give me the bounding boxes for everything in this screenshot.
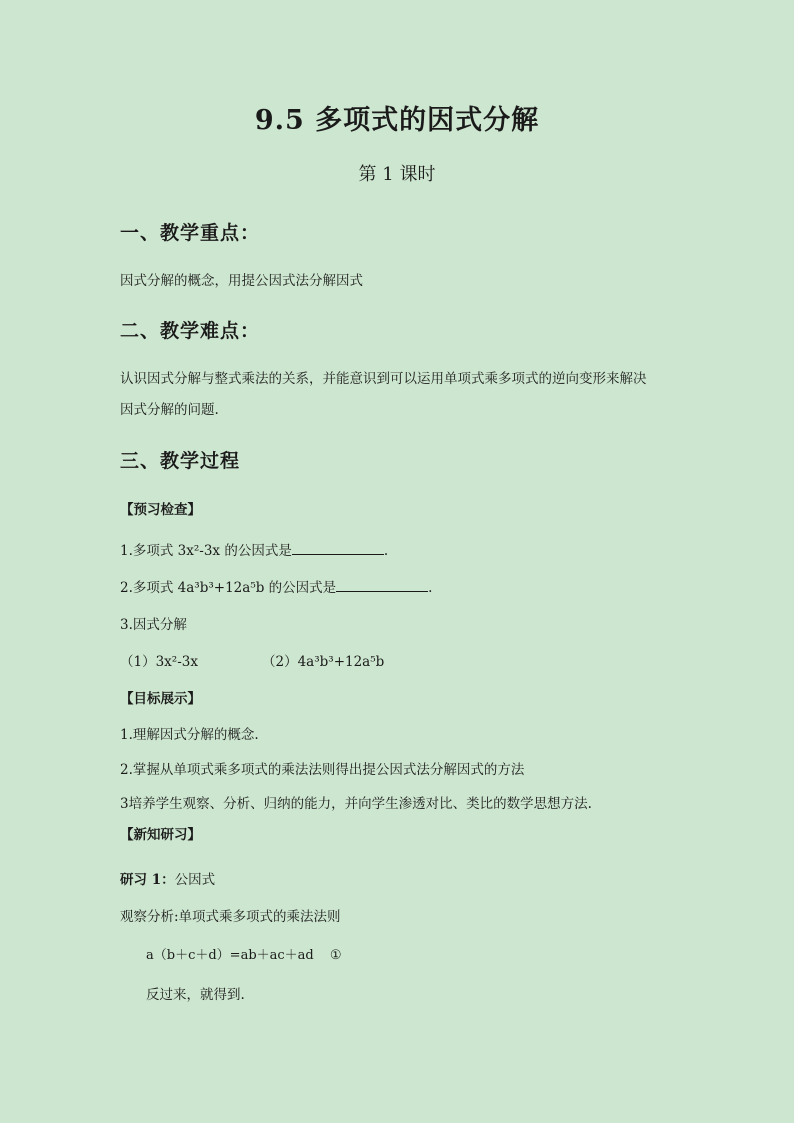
section-heading-key-points: 一、教学重点：	[120, 222, 261, 244]
key-points-text: 因式分解的概念，用提公因式法分解因式	[120, 273, 363, 289]
answer-blank	[292, 540, 384, 555]
study-1-label: 研习 1：	[120, 872, 175, 888]
preview-check-label: 【预习检查】	[120, 502, 201, 518]
difficulties-text-line-2: 因式分解的问题.	[120, 402, 219, 418]
study-1-heading	[120, 868, 215, 888]
section-heading-difficulties: 二、教学难点：	[120, 320, 261, 342]
page-title: 9.5 多项式的因式分解	[254, 105, 540, 136]
goal-2: 2.掌握从单项式乘多项式的乘法法则得出提公因式法分解因式的方法	[120, 762, 525, 778]
formula	[146, 944, 342, 963]
goal-3: 3培养学生观察、分析、归纳的能力，并向学生渗透对比、类比的数学思想方法.	[120, 796, 592, 812]
section-heading-process: 三、教学过程	[120, 450, 241, 472]
preview-question-1	[120, 539, 388, 559]
question-3-part-1: （1）3x²-3x	[120, 654, 198, 670]
answer-blank	[336, 577, 428, 592]
new-knowledge-label: 【新知研习】	[120, 827, 201, 843]
goals-label: 【目标展示】	[120, 691, 201, 707]
preview-question-3: 3.因式分解	[120, 617, 187, 633]
page-subtitle: 第 1 课时	[358, 164, 436, 185]
question-2-text: 2.多项式 4a³b³+12a⁵b 的公因式是	[120, 580, 337, 596]
formula-text: a（b＋c＋d）=ab＋ac＋ad	[146, 948, 314, 963]
study-1-topic: 公因式	[174, 872, 216, 888]
preview-question-2	[120, 576, 432, 596]
question-2-period: .	[428, 580, 433, 596]
question-1-text: 1.多项式 3x²-3x 的公因式是	[120, 543, 292, 559]
goal-1: 1.理解因式分解的概念.	[120, 727, 259, 743]
reverse-text: 反过来，就得到.	[146, 987, 245, 1003]
observe-analysis: 观察分析:单项式乘多项式的乘法法则	[120, 909, 341, 925]
difficulties-text-line-1: 认识因式分解与整式乘法的关系，并能意识到可以运用单项式乘多项式的逆向变形来解决	[120, 371, 647, 387]
question-3-part-2: （2）4a³b³+12a⁵b	[262, 654, 385, 670]
formula-mark: ①	[329, 948, 342, 963]
question-1-period: .	[383, 543, 389, 559]
